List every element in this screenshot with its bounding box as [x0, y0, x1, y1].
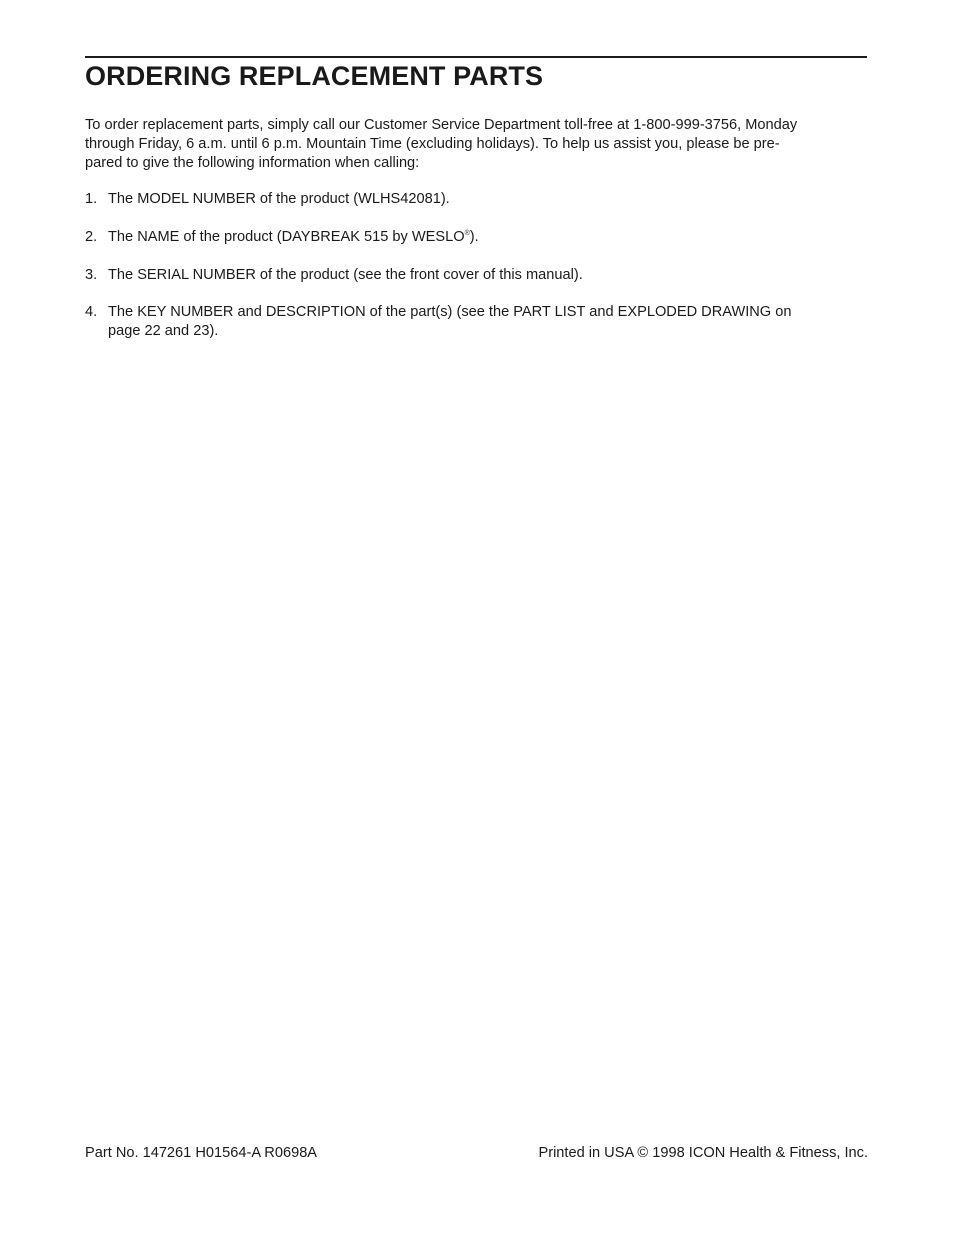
part-number: Part No. 147261 H01564-A R0698A	[85, 1145, 318, 1161]
intro-line: through Friday, 6 a.m. until 6 p.m. Mountain Time (excluding holidays). To help us assist you, please be pre-	[85, 135, 780, 152]
list-item-number: 4.	[85, 304, 98, 321]
list-item-text: The MODEL NUMBER of the product (WLHS42081).	[108, 191, 450, 208]
list-item-text	[108, 228, 867, 247]
registered-mark: ®	[464, 229, 470, 237]
intro-paragraph	[85, 116, 867, 172]
information-list	[85, 190, 867, 340]
product-name-close: ).	[469, 228, 479, 245]
list-item-text: The SERIAL NUMBER of the product (see the front cover of this manual).	[108, 266, 583, 283]
copyright-notice: Printed in USA © 1998 ICON Health & Fitness, Inc.	[538, 1145, 868, 1161]
page-title: ORDERING REPLACEMENT PARTS	[85, 61, 544, 91]
header-rule	[85, 56, 867, 58]
list-item-line: The KEY NUMBER and DESCRIPTION of the part(s) (see the PART LIST and EXPLODED DRAWING on	[108, 304, 792, 321]
page-footer	[85, 1144, 868, 1162]
list-item-line: page 22 and 23).	[108, 322, 219, 339]
list-item	[85, 303, 867, 341]
intro-line: To order replacement parts, simply call our Customer Service Department toll-free at 1-800-999-3756, Monday	[85, 117, 798, 133]
list-item-text	[108, 303, 867, 341]
list-item-number: 2.	[85, 228, 98, 245]
ordering-instructions	[85, 116, 867, 360]
list-item-number: 1.	[85, 191, 98, 208]
product-name-text: The NAME of the product (DAYBREAK 515 by WESLO	[108, 228, 465, 245]
list-item-number: 3.	[85, 266, 98, 283]
list-item	[85, 190, 867, 209]
list-item	[85, 228, 867, 247]
intro-line: pared to give the following information when calling:	[85, 154, 420, 171]
list-item	[85, 266, 867, 285]
